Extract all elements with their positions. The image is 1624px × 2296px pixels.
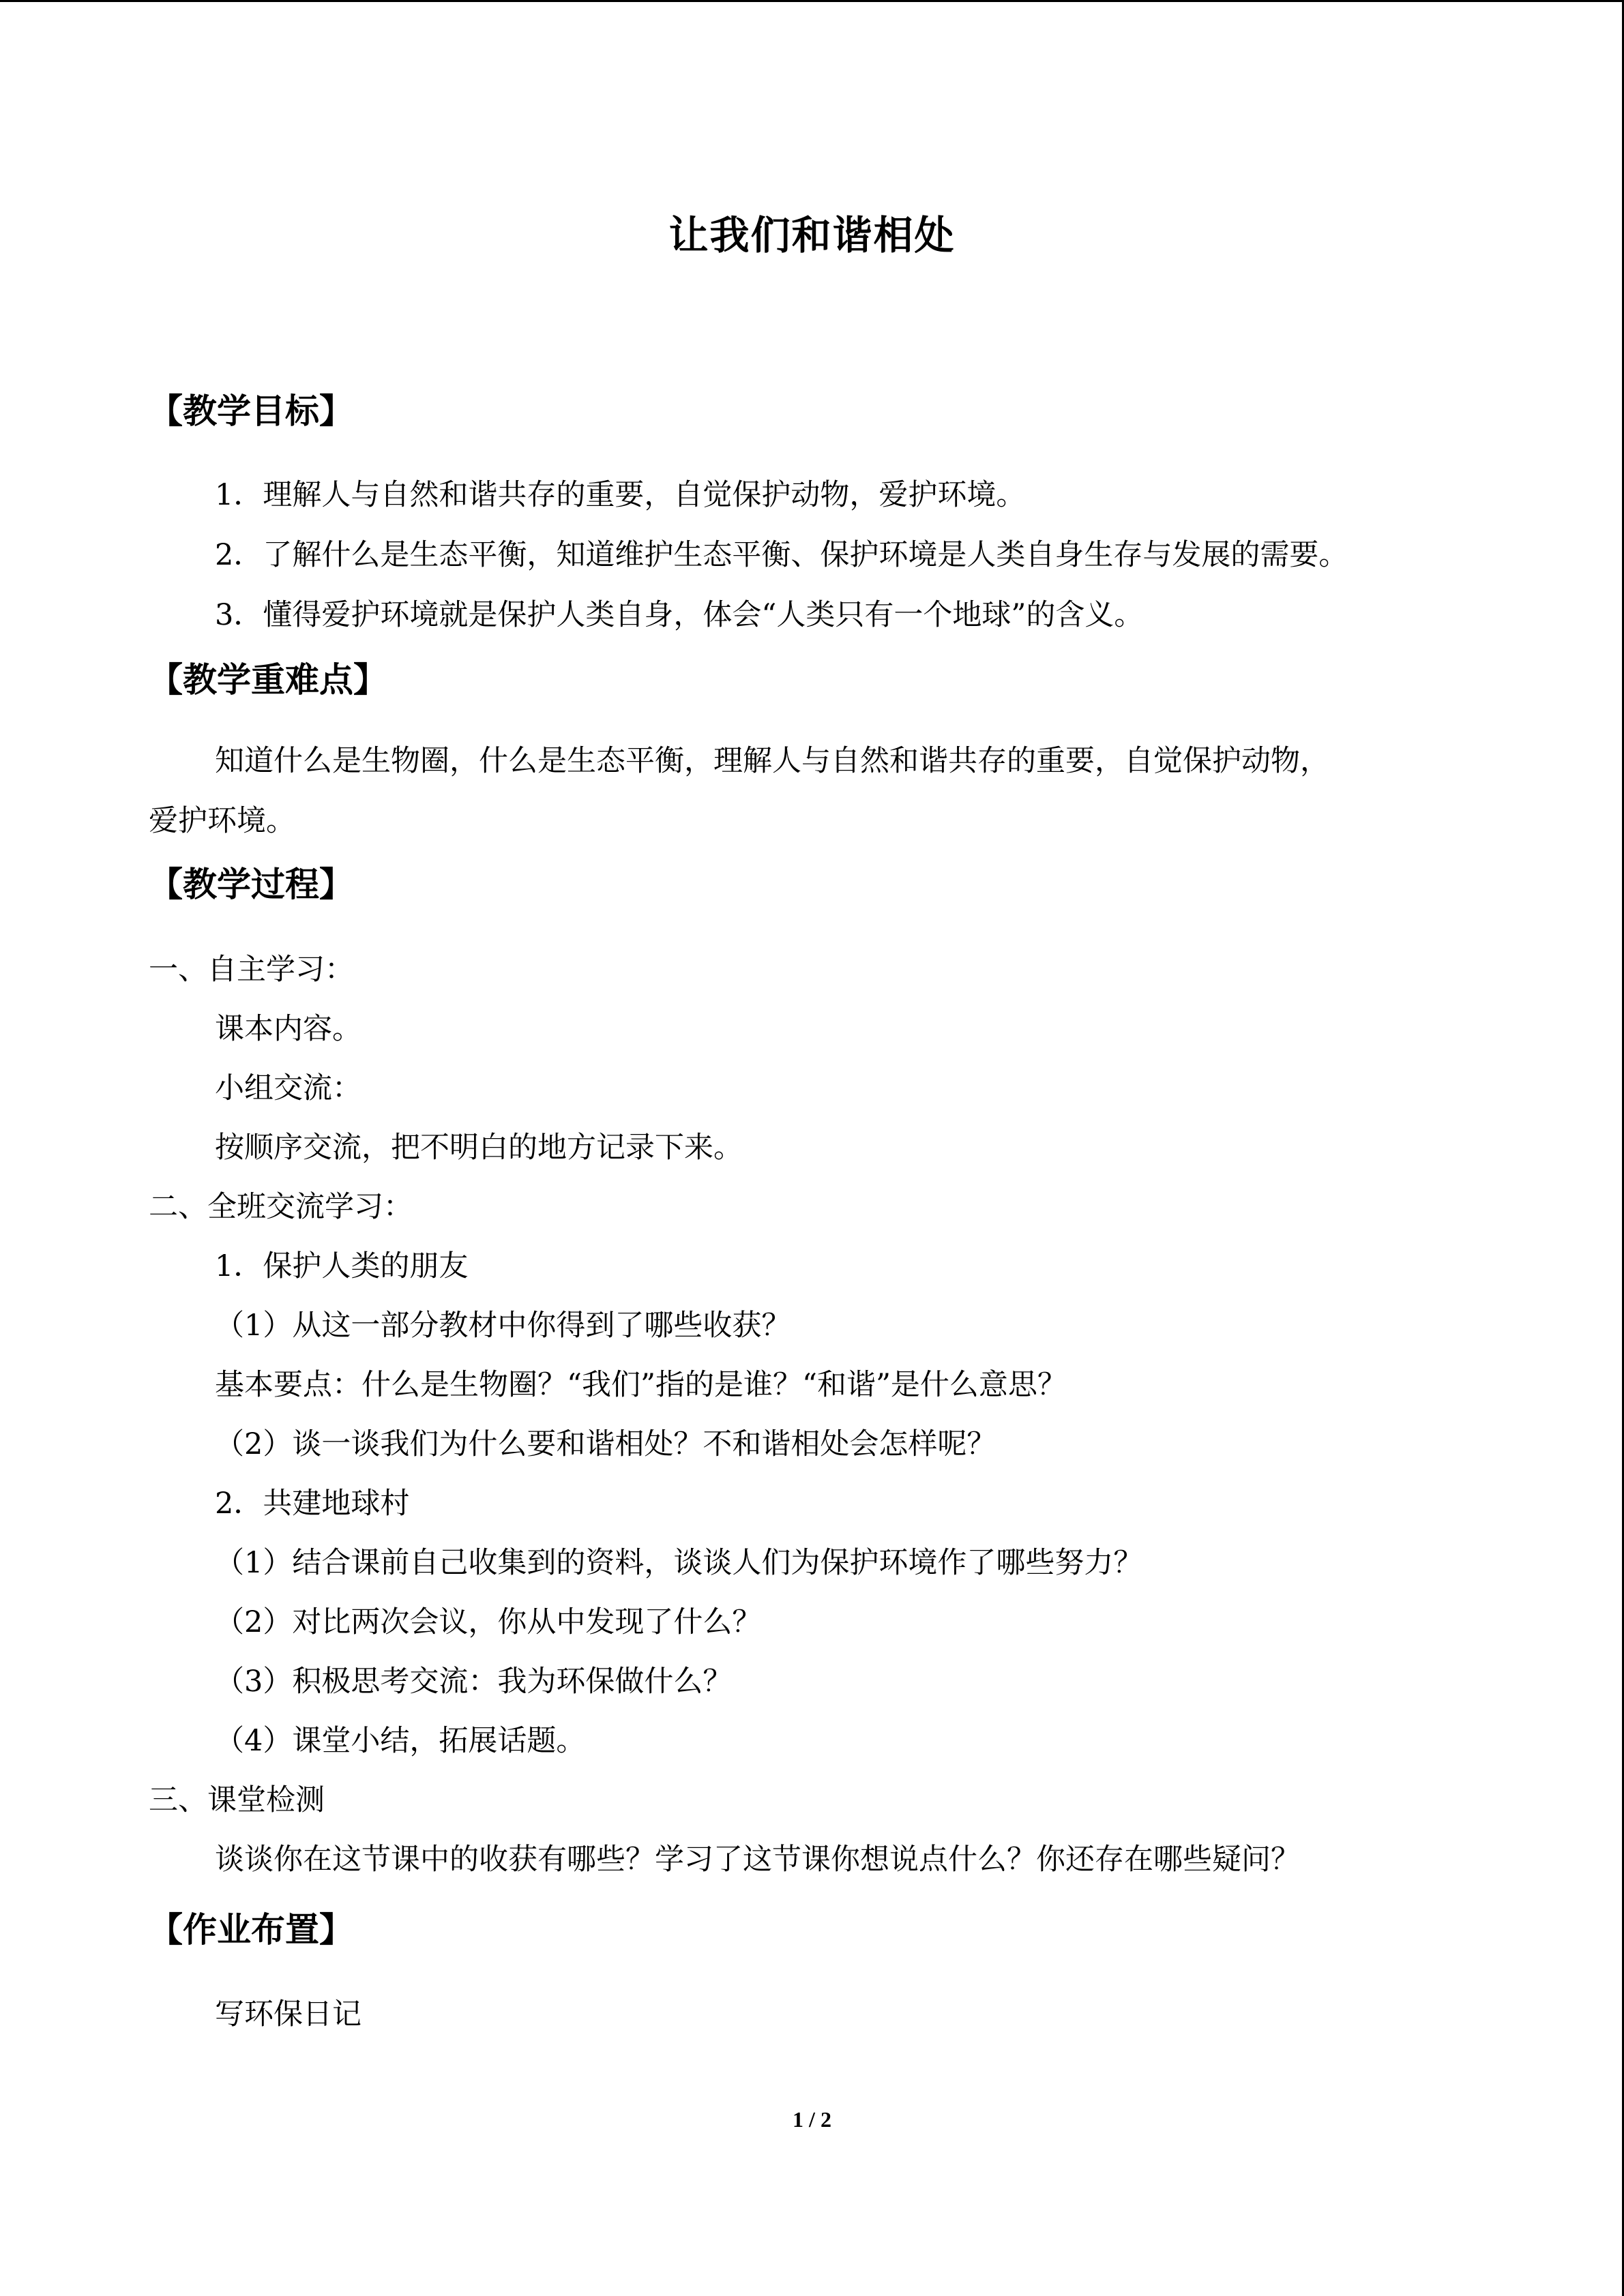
goal-item-2: 2．了解什么是生态平衡，知道维护生态平衡、保护环境是人类自身生存与发展的需要。 (215, 538, 1348, 572)
process-part2-line: （4）课堂小结，拓展话题。 (215, 1724, 586, 1758)
process-part2-line: （1）结合课前自己收集到的资料，谈谈人们为保护环境作了哪些努力？ (215, 1546, 1143, 1580)
process-part2-line: 基本要点：什么是生物圈？“我们”指的是谁？“和谐”是什么意思？ (215, 1368, 1067, 1402)
document-title: 让我们和谐相处 (668, 212, 956, 258)
goal-item-3: 3．懂得爱护环境就是保护人类自身，体会“人类只有一个地球”的含义。 (215, 598, 1144, 632)
process-part1-line: 课本内容。 (215, 1012, 361, 1046)
process-part2-line: （3）积极思考交流：我为环保做什么？ (215, 1665, 733, 1699)
process-part2-line: 2．共建地球村 (215, 1487, 410, 1521)
process-part2-line: （1）从这一部分教材中你得到了哪些收获？ (215, 1309, 791, 1343)
process-part3-title: 三、课堂检测 (149, 1783, 325, 1817)
key-points-line-2: 爱护环境。 (149, 804, 295, 838)
process-part1-line: 按顺序交流，把不明白的地方记录下来。 (215, 1131, 743, 1165)
process-part3-line: 谈谈你在这节课中的收获有哪些？学习了这节课你想说点什么？你还存在哪些疑问？ (215, 1843, 1300, 1877)
process-part2-line: （2）对比两次会议，你从中发现了什么？ (215, 1605, 762, 1639)
page-number: 1 / 2 (793, 2107, 831, 2132)
process-part1-title: 一、自主学习： (149, 953, 354, 987)
heading-teaching-goals: 【教学目标】 (149, 391, 353, 431)
key-points-line-1: 知道什么是生物圈，什么是生态平衡，理解人与自然和谐共存的重要，自觉保护动物， (215, 744, 1329, 778)
heading-teaching-process: 【教学过程】 (149, 865, 353, 904)
process-part2-line: 1．保护人类的朋友 (215, 1249, 469, 1283)
homework-text: 写环保日记 (215, 1997, 361, 2031)
process-part1-line: 小组交流： (215, 1071, 361, 1105)
heading-homework: 【作业布置】 (149, 1910, 353, 1950)
heading-key-points: 【教学重难点】 (149, 660, 387, 700)
process-part2-line: （2）谈一谈我们为什么要和谐相处？不和谐相处会怎样呢？ (215, 1427, 996, 1461)
process-part2-title: 二、全班交流学习： (149, 1190, 413, 1224)
goal-item-1: 1．理解人与自然和谐共存的重要，自觉保护动物，爱护环境。 (215, 478, 1026, 512)
